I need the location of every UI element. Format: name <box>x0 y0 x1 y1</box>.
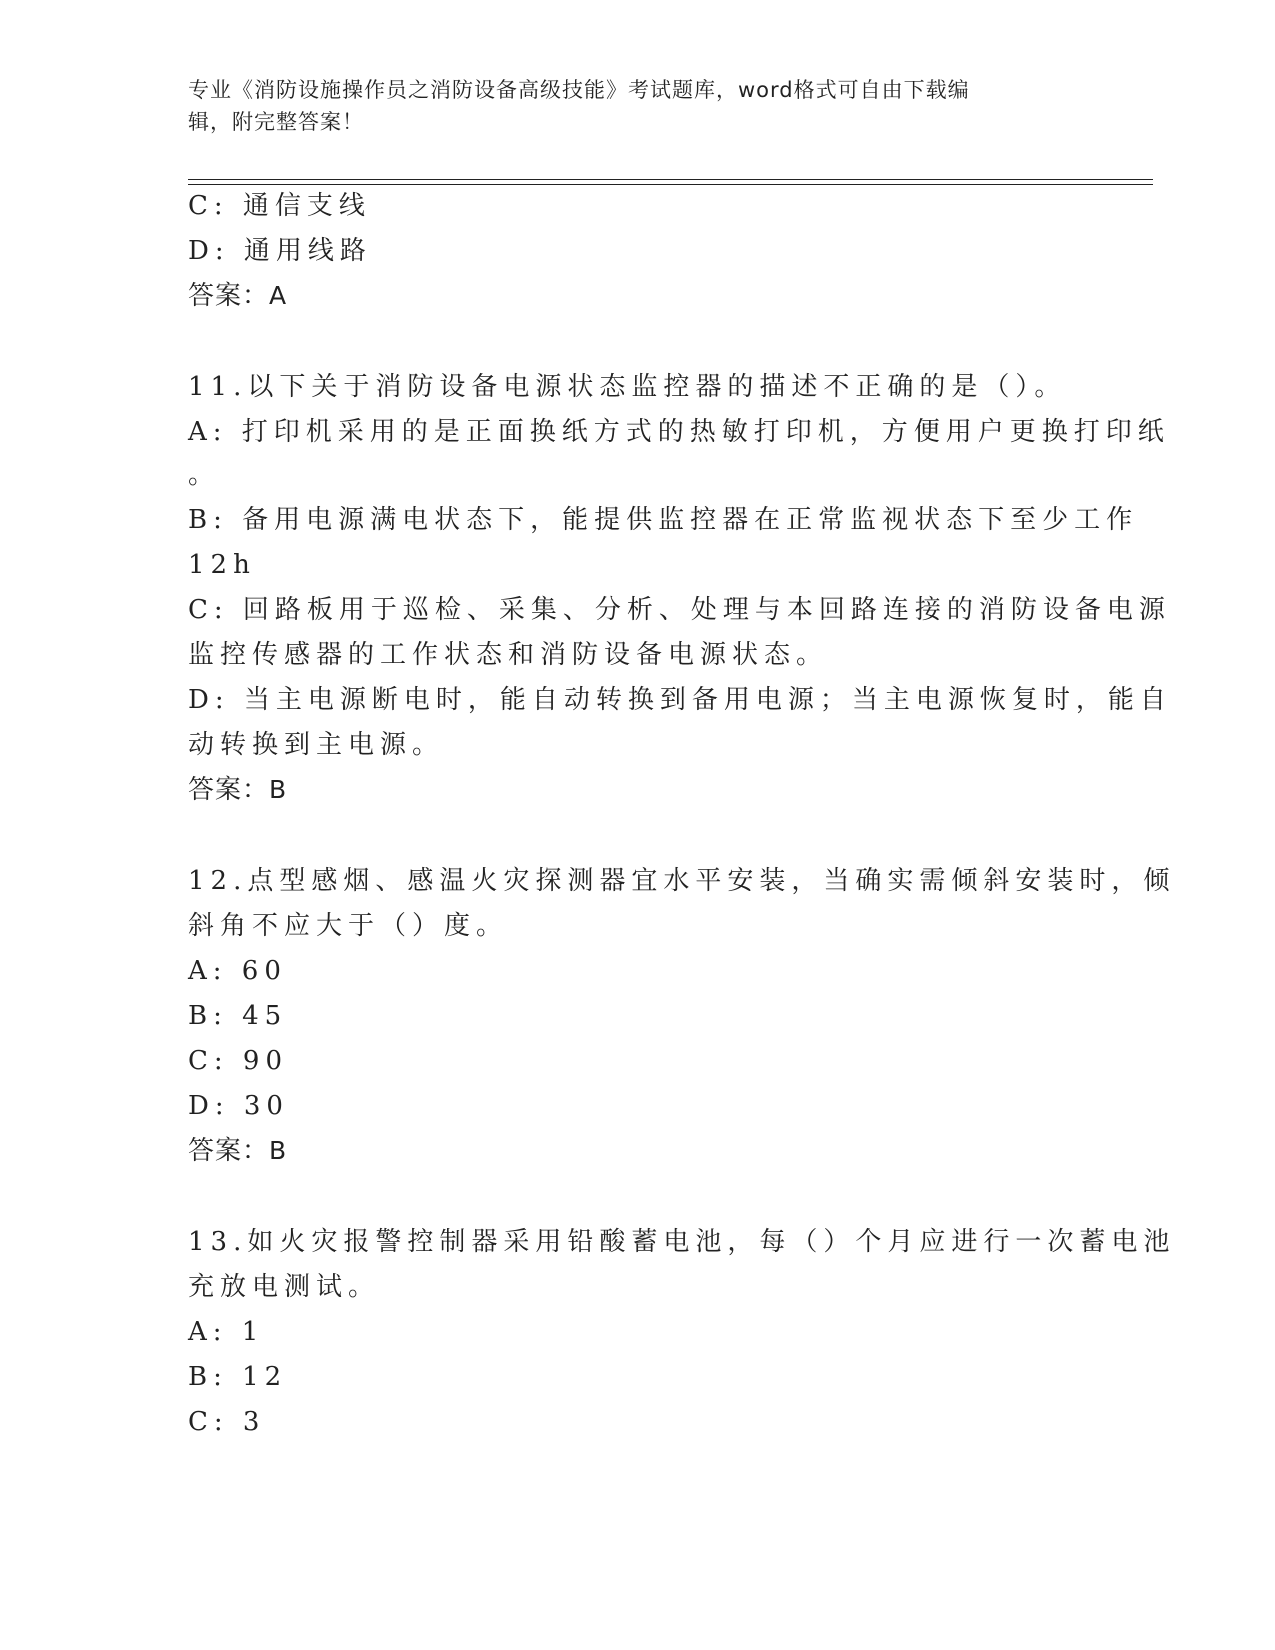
header-line-1: 专业《消防设施操作员之消防设备高级技能》考试题库，word格式可自由下载编 <box>188 78 970 102</box>
answer-value: B <box>269 775 288 804</box>
q11-option-a-line2: 。 <box>188 460 221 490</box>
q12-stem-line1: 12.点型感烟、感温火灾探测器宜水平安装，当确实需倾斜安装时，倾 <box>188 866 1176 896</box>
header-divider-top <box>188 179 1153 180</box>
q11-option-c-line2: 监控传感器的工作状态和消防设备电源状态。 <box>188 640 829 670</box>
q12-stem-line2: 斜角不应大于（）度。 <box>188 911 509 941</box>
q13-option-c: C: 3 <box>188 1407 266 1437</box>
q12-option-b: B: 45 <box>188 1001 288 1031</box>
header-line-2: 辑，附完整答案！ <box>188 110 364 134</box>
q11-option-d-line2: 动转换到主电源。 <box>188 730 445 760</box>
q10-answer <box>188 280 287 312</box>
answer-label: 答案： <box>188 281 270 311</box>
q11-option-b-line1: B: 备用电源满电状态下，能提供监控器在正常监视状态下至少工作 <box>188 505 1139 535</box>
q11-option-d-line1: D: 当主电源断电时，能自动转换到备用电源；当主电源恢复时，能自 <box>188 685 1172 715</box>
q13-option-a: A: 1 <box>188 1317 265 1347</box>
q11-answer <box>188 774 287 806</box>
q11-option-c-line1: C: 回路板用于巡检、采集、分析、处理与本回路连接的消防设备电源 <box>188 595 1171 625</box>
q11-option-b-line2: 12h <box>188 550 256 580</box>
q10-option-c: C: 通信支线 <box>188 191 371 221</box>
q13-option-b: B: 12 <box>188 1362 288 1392</box>
answer-label: 答案： <box>188 1136 270 1166</box>
document-header <box>188 74 1078 138</box>
q11-option-a-line1: A: 打印机采用的是正面换纸方式的热敏打印机，方便用户更换打印纸 <box>188 417 1170 447</box>
answer-label: 答案： <box>188 775 270 805</box>
q12-option-a: A: 60 <box>188 956 287 986</box>
q12-option-c: C: 90 <box>188 1046 289 1076</box>
answer-value: B <box>269 1136 288 1165</box>
q13-stem-line1: 13.如火灾报警控制器采用铅酸蓄电池，每（）个月应进行一次蓄电池 <box>188 1227 1176 1257</box>
answer-value: A <box>269 281 288 310</box>
q12-answer <box>188 1135 287 1167</box>
q10-option-d: D: 通用线路 <box>188 236 372 266</box>
q12-option-d: D: 30 <box>188 1091 289 1121</box>
q13-stem-line2: 充放电测试。 <box>188 1272 381 1302</box>
q11-stem: 11.以下关于消防设备电源状态监控器的描述不正确的是（）。 <box>188 372 1067 402</box>
header-divider-bottom <box>188 184 1153 185</box>
